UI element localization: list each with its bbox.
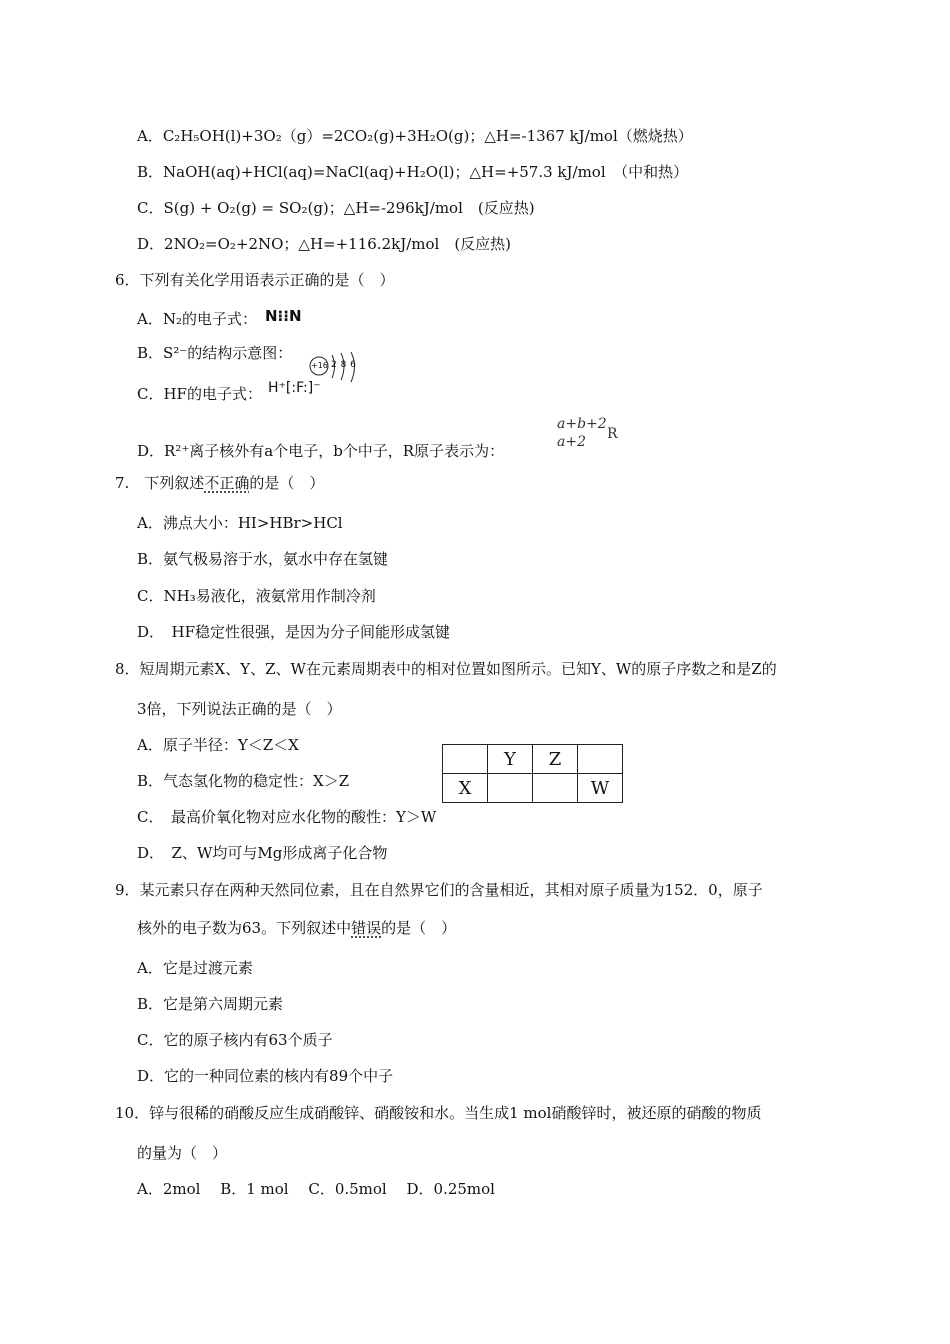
table-cell [533, 774, 578, 803]
q10-options: A．2mol B．1 mol C．0.5mol D．0.25mol [137, 1180, 495, 1198]
q7-option-b: B．氨气极易溶于水，氨水中存在氢键 [137, 550, 389, 568]
q7-stem-prefix: 7. 下列叙述 [115, 474, 205, 492]
q9-stem-emphasis: 错误 [351, 919, 382, 937]
q9-option-c: C．它的原子核内有63个质子 [137, 1031, 333, 1049]
q7-stem-suffix: 的是（ ） [249, 474, 325, 492]
q5-option-a: A．C₂H₅OH(l)+3O₂（g）=2CO₂(g)+3H₂O(g)；△H=-1367 kJ/mol（燃烧热） [137, 127, 693, 145]
periodic-table-fragment [442, 744, 623, 803]
isotope-mass-number: a+b+2 [557, 416, 607, 432]
q6-stem: 6．下列有关化学用语表示正确的是（ ） [115, 271, 395, 289]
q8-option-d: D． Z、W均可与Mg形成离子化合物 [137, 844, 388, 862]
q7-stem-emphasis: 不正确 [204, 474, 250, 492]
q5-option-c: C．S(g) + O₂(g) = SO₂(g)；△H=-296kJ/mol (反应热) [137, 199, 535, 217]
q10-stem-line1: 10．锌与很稀的硝酸反应生成硝酸锌、硝酸铵和水。当生成1 mol硝酸锌时，被还原的硝酸的物质 [115, 1104, 762, 1122]
q6-option-d: D．R²⁺离子核外有a个电子，b个中子，R原子表示为： [137, 442, 505, 460]
n2-electron-formula: N⁝⁝N [265, 307, 302, 325]
q10-stem-line2: 的量为（ ） [137, 1144, 228, 1162]
q7-option-a: A．沸点大小：HI>HBr>HCl [137, 514, 343, 532]
q8-stem-line2: 3倍，下列说法正确的是（ ） [137, 700, 342, 718]
q8-option-a: A．原子半径：Y＜Z＜X [137, 736, 299, 754]
table-cell: Z [533, 745, 578, 774]
q7-stem [115, 473, 324, 493]
table-row [443, 774, 623, 803]
q9-option-a: A．它是过渡元素 [137, 959, 253, 977]
table-cell: Y [488, 745, 533, 774]
table-cell: W [578, 774, 623, 803]
table-cell [488, 774, 533, 803]
table-row [443, 745, 623, 774]
q9-option-b: B．它是第六周期元素 [137, 995, 284, 1013]
q8-stem-line1: 8．短周期元素X、Y、Z、W在元素周期表中的相对位置如图所示。已知Y、W的原子序数之和是Z的 [115, 660, 777, 678]
table-cell [578, 745, 623, 774]
q6-option-a: A．N₂的电子式： [137, 310, 257, 328]
q9-stem-prefix: 核外的电子数为63。下列叙述中 [137, 919, 352, 937]
hf-electron-formula: H⁺[:F:]⁻ [268, 380, 321, 396]
q9-option-d: D．它的一种同位素的核内有89个中子 [137, 1067, 394, 1085]
q5-option-d: D．2NO₂=O₂+2NO；△H=+116.2kJ/mol (反应热) [137, 235, 512, 253]
q6-option-b: B．S²⁻的结构示意图： [137, 344, 293, 362]
q9-stem-line1: 9．某元素只存在两种天然同位素，且在自然界它们的含量相近，其相对原子质量为152．0，原子 [115, 881, 763, 899]
q5-option-b: B．NaOH(aq)+HCl(aq)=NaCl(aq)+H₂O(l)；△H=+57.3 kJ/mol （中和热） [137, 163, 689, 181]
electron-shells: 2 8 6 [331, 360, 356, 370]
isotope-atomic-number: a+2 [557, 434, 586, 450]
q7-option-c: C．NH₃易液化，液氨常用作制冷剂 [137, 587, 376, 605]
q6-option-c: C．HF的电子式： [137, 385, 262, 403]
q9-stem-suffix: 的是（ ） [381, 919, 457, 937]
q8-option-c: C． 最高价氧化物对应水化物的酸性：Y＞W [137, 808, 437, 826]
nucleus-charge: +16 [311, 361, 328, 370]
q9-stem-line2 [137, 918, 456, 938]
q7-option-d: D． HF稳定性很强，是因为分子间能形成氢键 [137, 623, 451, 641]
q8-option-b: B．气态氢化物的稳定性：X＞Z [137, 772, 350, 790]
table-cell [443, 745, 488, 774]
isotope-symbol: R [607, 426, 618, 442]
table-cell: X [443, 774, 488, 803]
